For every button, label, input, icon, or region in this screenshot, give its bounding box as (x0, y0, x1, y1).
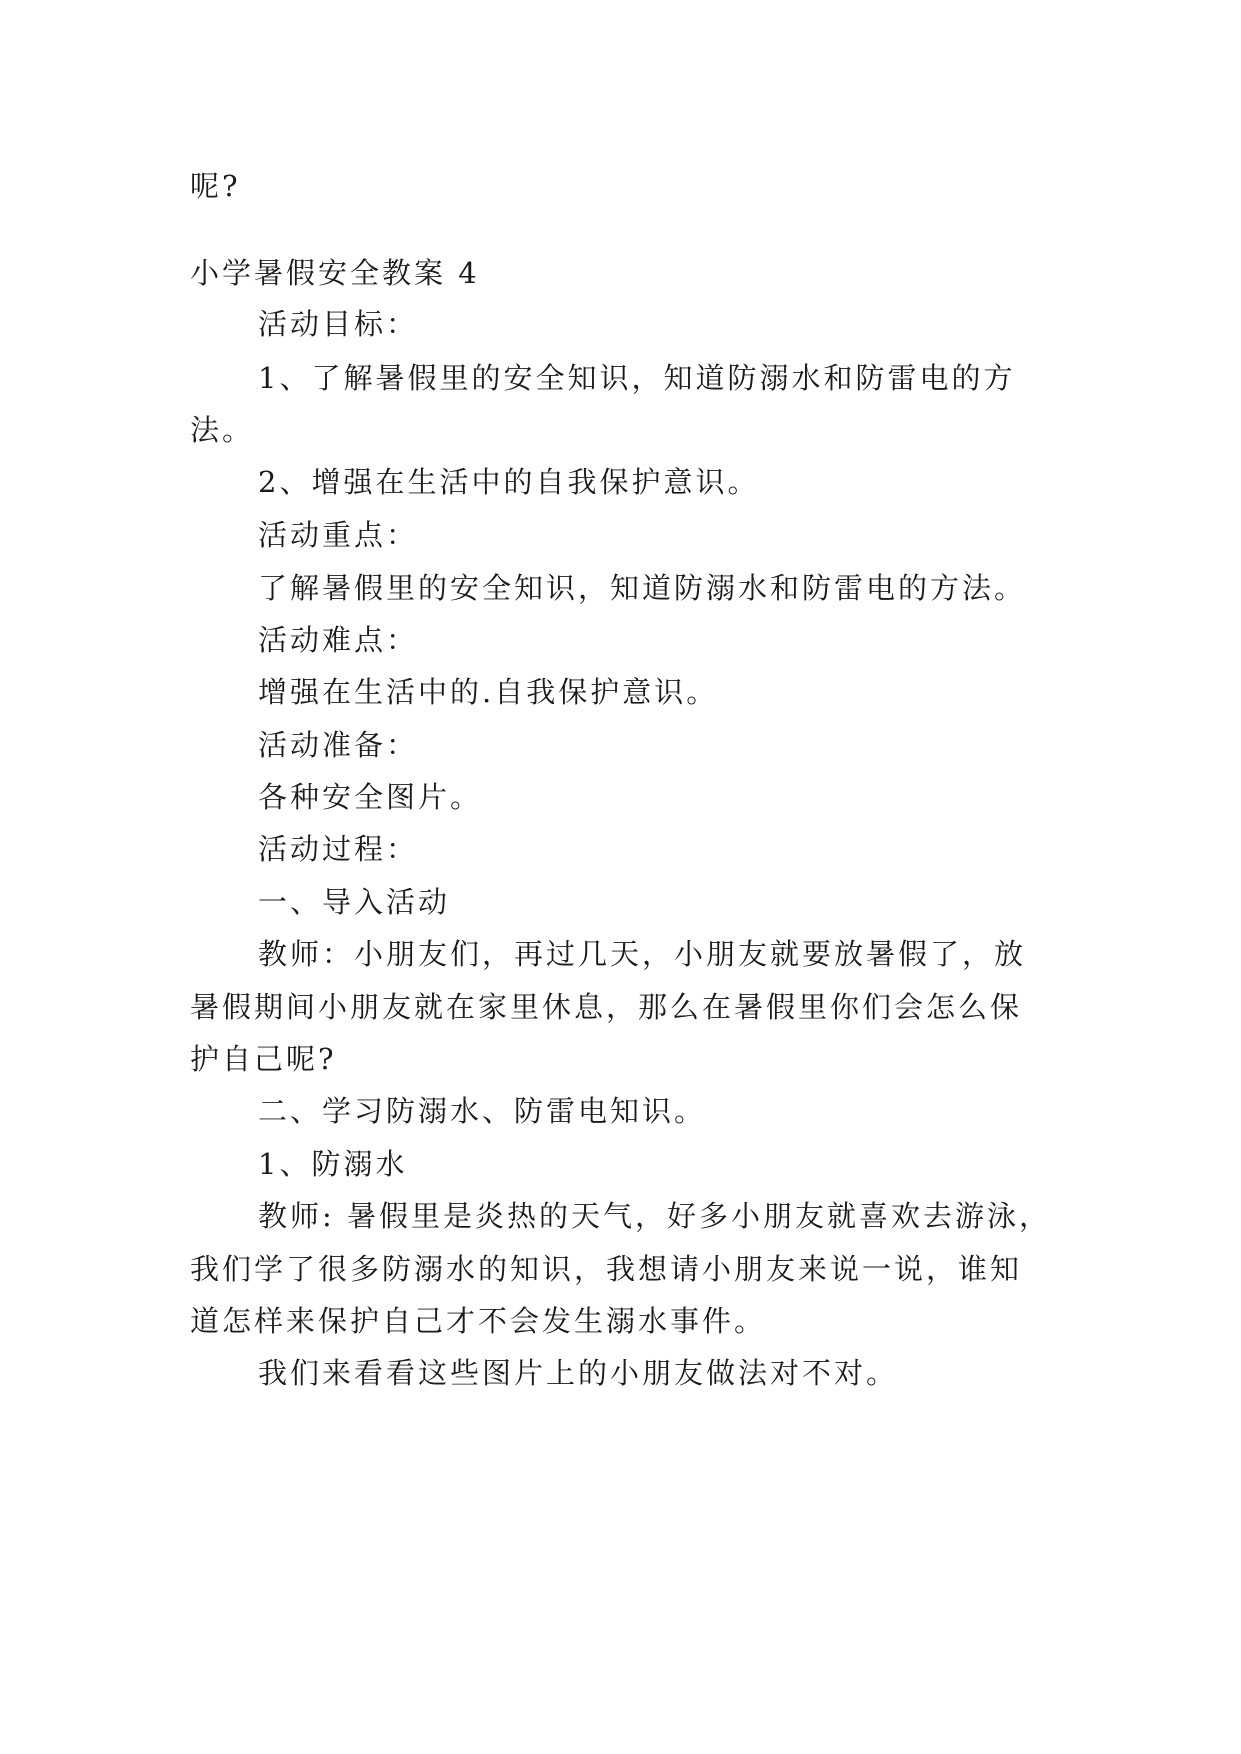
text-line: 活动难点： (258, 623, 419, 657)
text-line: 道怎样来保护自己才不会发生溺水事件。 (190, 1304, 767, 1338)
text-line: 活动重点： (258, 518, 419, 552)
text-line: 呢? (190, 169, 241, 203)
text-line: 2、增强在生活中的自我保护意识。 (258, 465, 760, 499)
text-line: 二、学习防溺水、防雷电知识。 (258, 1094, 707, 1128)
text-line: 活动目标： (258, 307, 419, 341)
text-line: 法。 (190, 413, 255, 447)
text-line: 了解暑假里的安全知识，知道防溺水和防雷电的方法。 (258, 571, 1027, 605)
text-line: 暑假期间小朋友就在家里休息，那么在暑假里你们会怎么保 (190, 990, 1023, 1024)
text-line: 教师: 暑假里是炎热的天气，好多小朋友就喜欢去游泳， (258, 1199, 1051, 1233)
text-line: 教师：小朋友们，再过几天，小朋友就要放暑假了，放 (258, 937, 1027, 971)
text-line: 活动准备： (258, 728, 419, 762)
text-line: 我们学了很多防溺水的知识，我想请小朋友来说一说，谁知 (190, 1252, 1023, 1286)
text-line: 各种安全图片。 (258, 780, 483, 814)
text-line: 1、防溺水 (258, 1147, 408, 1181)
text-line: 我们来看看这些图片上的小朋友做法对不对。 (258, 1356, 899, 1390)
text-line: 活动过程： (258, 832, 419, 866)
text-line: 增强在生活中的.自我保护意识。 (258, 675, 719, 709)
text-line: 一、导入活动 (258, 885, 451, 919)
section-heading: 小学暑假安全教案 4 (190, 256, 480, 290)
text-line: 1、了解暑假里的安全知识，知道防溺水和防雷电的方 (258, 361, 1016, 395)
text-line: 护自己呢? (190, 1042, 337, 1076)
